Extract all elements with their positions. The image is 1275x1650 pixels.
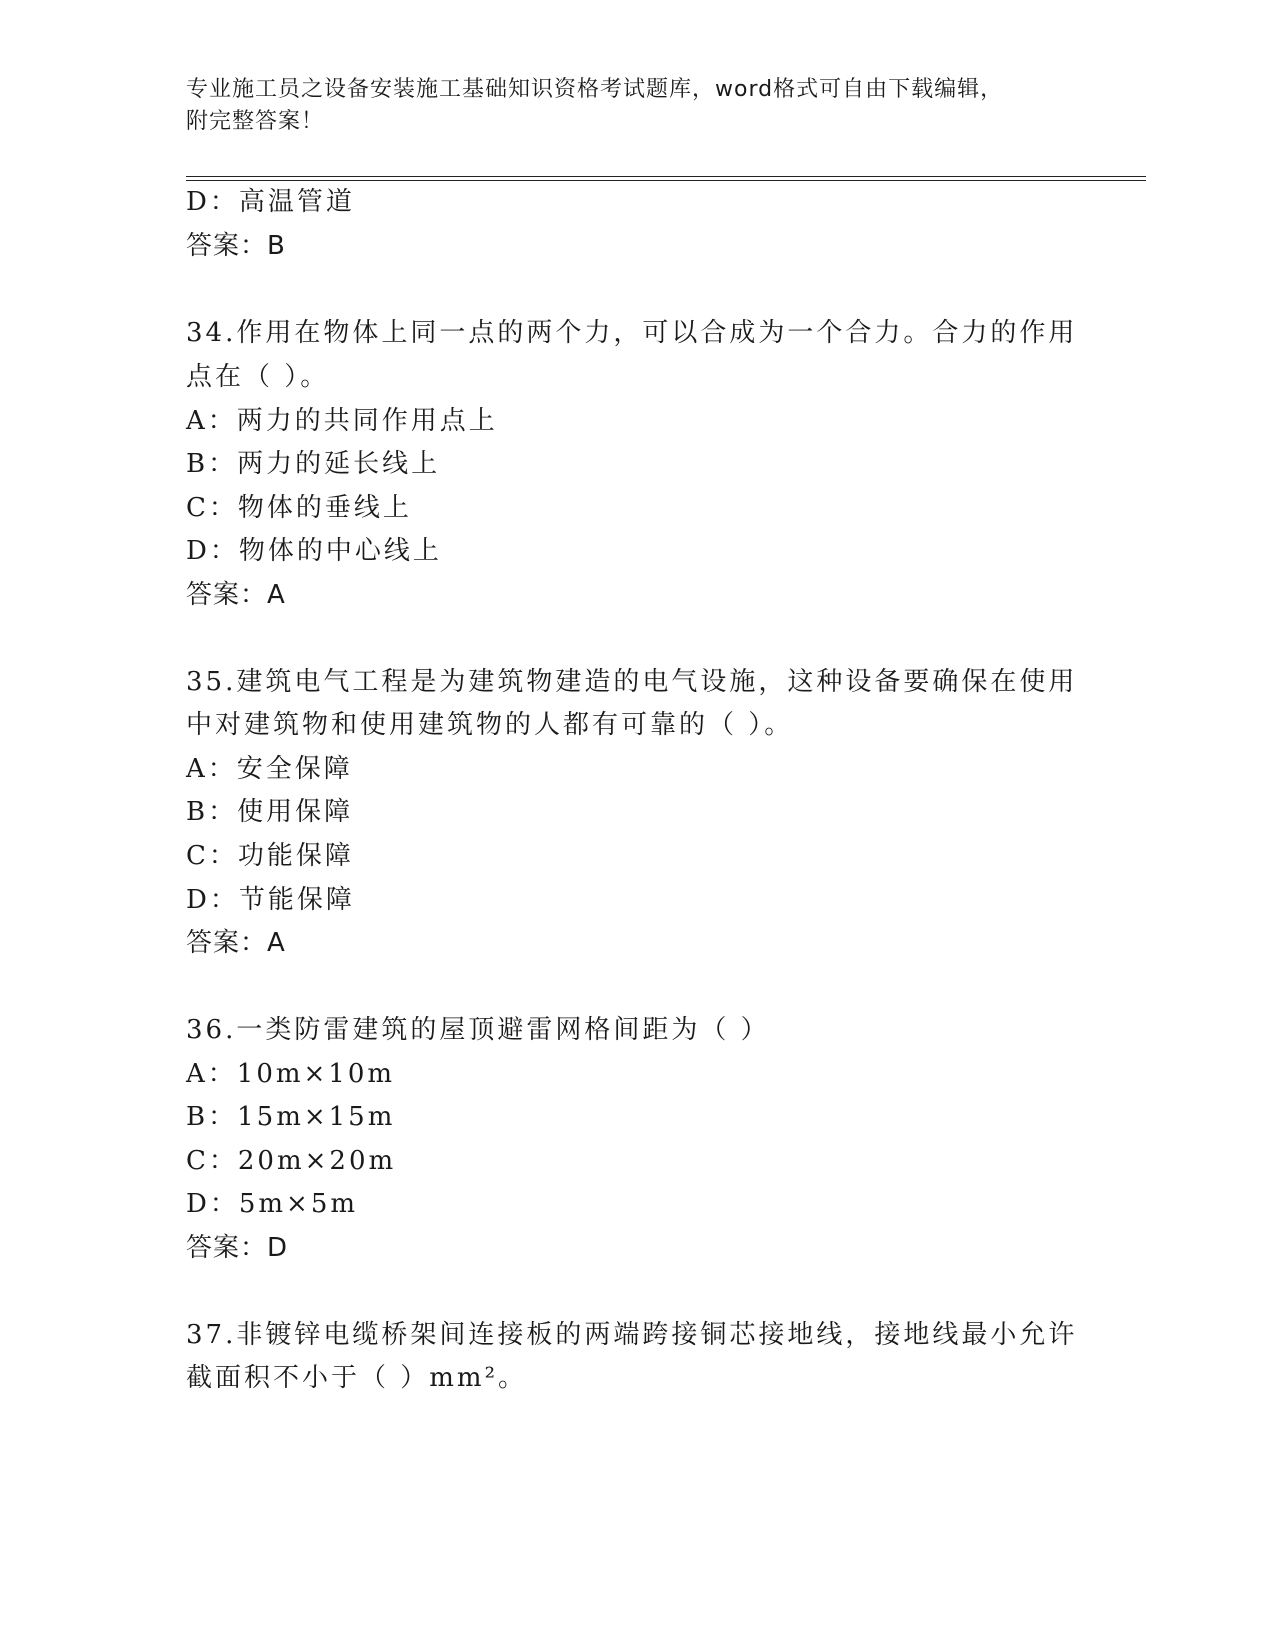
header-line-2: 附完整答案！ — [186, 109, 325, 134]
header-divider — [186, 176, 1146, 181]
option-d: D：高温管道 — [186, 187, 355, 217]
question-35-stem-line-2: 中对建筑物和使用建筑物的人都有可靠的（ ）。 — [186, 710, 794, 740]
question-34-answer: 答案：A — [186, 580, 286, 610]
document-page — [186, 0, 1146, 1650]
question-34-option-b: B：两力的延长线上 — [186, 449, 441, 479]
question-36-option-d: D：5m×5m — [186, 1189, 359, 1219]
question-34-option-c: C：物体的垂线上 — [186, 493, 412, 523]
question-34-stem-line-2: 点在（ ）。 — [186, 362, 330, 392]
question-34-stem-line-1: 34.作用在物体上同一点的两个力，可以合成为一个合力。合力的作用 — [186, 318, 1078, 348]
question-36-option-a: A：10m×10m — [186, 1059, 396, 1089]
question-37-stem-line-2: 截面积不小于（ ）mm²。 — [186, 1363, 527, 1393]
question-35-stem-line-1: 35.建筑电气工程是为建筑物建造的电气设施，这种设备要确保在使用 — [186, 667, 1078, 697]
question-35-option-d: D：节能保障 — [186, 885, 355, 915]
question-36-option-b: B：15m×15m — [186, 1102, 396, 1132]
header-line-1: 专业施工员之设备安装施工基础知识资格考试题库，word格式可自由下载编辑， — [186, 77, 1004, 102]
question-35-answer: 答案：A — [186, 928, 286, 958]
question-34-option-d: D：物体的中心线上 — [186, 536, 442, 566]
question-37-stem-line-1: 37.非镀锌电缆桥架间连接板的两端跨接铜芯接地线，接地线最小允许 — [186, 1320, 1078, 1350]
question-35-option-a: A：安全保障 — [186, 754, 353, 784]
question-36-answer: 答案：D — [186, 1233, 289, 1263]
answer-line: 答案：B — [186, 231, 286, 261]
question-34-option-a: A：两力的共同作用点上 — [186, 406, 498, 436]
question-36-option-c: C：20m×20m — [186, 1146, 397, 1176]
question-35-option-b: B：使用保障 — [186, 797, 354, 827]
question-36-stem: 36.一类防雷建筑的屋顶避雷网格间距为（ ） — [186, 1015, 770, 1045]
question-35-option-c: C：功能保障 — [186, 841, 354, 871]
document-header — [186, 74, 1086, 138]
